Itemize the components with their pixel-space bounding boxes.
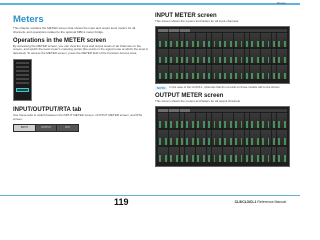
- channel-meter-strip: [245, 49, 250, 63]
- channel-meter-strip: [158, 49, 163, 63]
- channel-meter-strip: [207, 65, 212, 79]
- section-paragraph-tabs: Use these tabs to switch between the INPUT METER screen, OUTPUT METER screen, and RTA screen.: [13, 112, 142, 121]
- manual-title-rest: Reference Manual: [256, 200, 286, 204]
- channel-meter-strip: [234, 147, 239, 162]
- section-paragraph-meter-screen: By accessing the METER screen, you can view the input and output levels of all channels on the screen, and switch the level meter's metering points (the points in the signal route at which the level is detected). To access the METER screen, press the METER field of the Function Access Area.: [13, 43, 148, 56]
- channel-meter-strip: [223, 130, 228, 145]
- function-access-area-screenshot: [13, 59, 32, 101]
- channel-meter-strip: [169, 65, 174, 79]
- note-box: [155, 86, 290, 90]
- channel-meter-strip: [174, 33, 179, 47]
- right-column: [155, 10, 290, 169]
- channel-meter-strip: [180, 33, 185, 47]
- intro-paragraph: This chapter explains the METER screen that shows the input and output level meters for all channels, and operations related to the optional MBCL meter bridge.: [13, 26, 136, 34]
- meter-row: [158, 65, 287, 79]
- channel-meter-strip: [196, 33, 201, 47]
- channel-meter-strip: [234, 113, 239, 128]
- channel-meter-strip: [163, 65, 168, 79]
- channel-meter-strip: [282, 49, 287, 63]
- channel-meter-strip: [272, 33, 277, 47]
- note-text: In the case of the CL3/CL1, channels that do not exist on those models will not be shown.: [169, 84, 281, 89]
- channel-meter-strip: [196, 147, 201, 162]
- channel-meter-strip: [201, 147, 206, 162]
- channel-meter-strip: [228, 33, 233, 47]
- channel-meter-strip: [207, 49, 212, 63]
- channel-meter-strip: [169, 33, 174, 47]
- meter-row: [158, 147, 287, 162]
- channel-meter-strip: [207, 33, 212, 47]
- channel-meter-strip: [158, 113, 163, 128]
- screen-topbar: [158, 109, 287, 112]
- channel-meter-strip: [228, 130, 233, 145]
- channel-meter-strip: [272, 65, 277, 79]
- channel-meter-strip: [174, 49, 179, 63]
- channel-meter-strip: [174, 65, 179, 79]
- meter-row: [158, 130, 287, 145]
- channel-meter-strip: [217, 147, 222, 162]
- channel-meter-strip: [212, 65, 217, 79]
- channel-meter-strip: [212, 147, 217, 162]
- channel-meter-strip: [223, 49, 228, 63]
- channel-meter-strip: [207, 113, 212, 128]
- channel-meter-strip: [250, 113, 255, 128]
- channel-meter-strip: [239, 147, 244, 162]
- channel-meter-strip: [185, 65, 190, 79]
- channel-meter-strip: [223, 147, 228, 162]
- meter-row: [158, 49, 287, 63]
- channel-meter-strip: [158, 65, 163, 79]
- section-heading-tabs: INPUT/OUTPUT/RTA tab: [13, 106, 82, 113]
- channel-meter-strip: [277, 49, 282, 63]
- channel-meter-strip: [261, 130, 266, 145]
- channel-meter-strip: [272, 130, 277, 145]
- channel-meter-strip: [277, 33, 282, 47]
- channel-meter-strip: [245, 130, 250, 145]
- channel-meter-strip: [266, 113, 271, 128]
- channel-meter-strip: [212, 130, 217, 145]
- channel-meter-strip: [234, 33, 239, 47]
- channel-meter-strip: [169, 113, 174, 128]
- channel-meter-strip: [217, 65, 222, 79]
- channel-meter-strip: [201, 130, 206, 145]
- channel-meter-strip: [223, 113, 228, 128]
- channel-meter-strip: [223, 65, 228, 79]
- section-heading-meter-screen: Operations in the METER screen: [13, 37, 107, 44]
- channel-meter-strip: [190, 113, 195, 128]
- channel-meter-strip: [163, 33, 168, 47]
- channel-meter-strip: [217, 113, 222, 128]
- fa-cell: [16, 62, 29, 64]
- channel-meter-strip: [255, 65, 260, 79]
- meter-row: [158, 33, 287, 47]
- channel-meter-strip: [228, 65, 233, 79]
- channel-meter-strip: [272, 147, 277, 162]
- footer-rule: [0, 195, 300, 196]
- channel-meter-strip: [282, 113, 287, 128]
- channel-meter-strip: [239, 130, 244, 145]
- channel-meter-strip: [266, 49, 271, 63]
- channel-meter-strip: [163, 49, 168, 63]
- channel-meter-strip: [158, 130, 163, 145]
- section-paragraph-output-meter: This screen shows the meters and faders for all output channels.: [155, 98, 241, 103]
- channel-meter-strip: [196, 65, 201, 79]
- channel-meter-strip: [180, 49, 185, 63]
- channel-meter-strip: [185, 113, 190, 128]
- channel-meter-strip: [272, 49, 277, 63]
- channel-meter-strip: [272, 113, 277, 128]
- channel-meter-strip: [234, 65, 239, 79]
- channel-meter-strip: [245, 147, 250, 162]
- channel-meter-strip: [250, 33, 255, 47]
- note-label: NOTE: [157, 85, 166, 90]
- channel-meter-strip: [190, 147, 195, 162]
- page-title: Meters: [13, 14, 44, 25]
- channel-meter-strip: [185, 49, 190, 63]
- channel-meter-strip: [190, 130, 195, 145]
- channel-meter-strip: [190, 65, 195, 79]
- channel-meter-strip: [217, 33, 222, 47]
- channel-meter-strip: [163, 130, 168, 145]
- channel-meter-strip: [250, 49, 255, 63]
- fa-cell: [16, 82, 29, 84]
- channel-meter-strip: [255, 147, 260, 162]
- channel-meter-strip: [207, 147, 212, 162]
- channel-meter-strip: [277, 113, 282, 128]
- section-heading-input-meter: INPUT METER screen: [155, 13, 217, 19]
- channel-meter-strip: [180, 65, 185, 79]
- channel-meter-strip: [261, 65, 266, 79]
- channel-meter-strip: [158, 147, 163, 162]
- channel-meter-strip: [190, 33, 195, 47]
- channel-meter-strip: [180, 147, 185, 162]
- meter-field-highlight: [16, 88, 29, 92]
- channel-meter-strip: [185, 147, 190, 162]
- fa-cell: [16, 78, 29, 80]
- channel-meter-strip: [196, 113, 201, 128]
- channel-meter-strip: [163, 113, 168, 128]
- channel-meter-strip: [196, 130, 201, 145]
- channel-meter-strip: [212, 33, 217, 47]
- fa-cell: [16, 66, 29, 68]
- channel-meter-strip: [174, 113, 179, 128]
- channel-meter-strip: [158, 33, 163, 47]
- channel-meter-strip: [201, 33, 206, 47]
- channel-meter-strip: [239, 113, 244, 128]
- meter-row: [158, 113, 287, 128]
- tab-bar-screenshot: [13, 124, 79, 132]
- channel-meter-strip: [212, 113, 217, 128]
- channel-meter-strip: [180, 130, 185, 145]
- channel-meter-strip: [234, 49, 239, 63]
- channel-meter-strip: [255, 130, 260, 145]
- channel-meter-strip: [228, 113, 233, 128]
- channel-meter-strip: [245, 65, 250, 79]
- channel-meter-strip: [261, 113, 266, 128]
- channel-meter-strip: [245, 33, 250, 47]
- left-column: [13, 10, 148, 136]
- screen-topbar: [158, 29, 287, 32]
- tab-output[interactable]: OUTPUT: [36, 125, 57, 131]
- channel-meter-strip: [239, 65, 244, 79]
- channel-meter-strip: [207, 130, 212, 145]
- channel-meter-strip: [266, 33, 271, 47]
- channel-meter-strip: [250, 147, 255, 162]
- channel-meter-strip: [174, 147, 179, 162]
- channel-meter-strip: [282, 65, 287, 79]
- channel-meter-strip: [255, 113, 260, 128]
- channel-meter-strip: [277, 147, 282, 162]
- channel-meter-strip: [217, 49, 222, 63]
- input-meter-screenshot: [155, 26, 290, 84]
- fa-cell: [16, 70, 29, 72]
- channel-meter-strip: [266, 65, 271, 79]
- channel-meter-strip: [234, 130, 239, 145]
- channel-meter-strip: [201, 113, 206, 128]
- channel-meter-strip: [212, 49, 217, 63]
- running-header: Meters: [276, 1, 286, 5]
- channel-meter-strip: [228, 147, 233, 162]
- channel-meter-strip: [277, 65, 282, 79]
- channel-meter-strip: [169, 130, 174, 145]
- channel-meter-strip: [261, 147, 266, 162]
- header-rule: [0, 3, 300, 5]
- output-meter-screenshot: [155, 106, 290, 167]
- channel-meter-strip: [185, 130, 190, 145]
- channel-meter-strip: [261, 33, 266, 47]
- channel-meter-strip: [245, 113, 250, 128]
- channel-meter-strip: [239, 49, 244, 63]
- channel-meter-strip: [228, 49, 233, 63]
- channel-meter-strip: [201, 49, 206, 63]
- channel-meter-strip: [282, 130, 287, 145]
- channel-meter-strip: [201, 65, 206, 79]
- channel-meter-strip: [163, 147, 168, 162]
- channel-meter-strip: [185, 33, 190, 47]
- channel-meter-strip: [282, 147, 287, 162]
- tab-input[interactable]: INPUT: [14, 125, 35, 131]
- channel-meter-strip: [223, 33, 228, 47]
- channel-meter-strip: [250, 130, 255, 145]
- channel-meter-strip: [196, 49, 201, 63]
- section-heading-output-meter: OUTPUT METER screen: [155, 92, 224, 99]
- fa-cell: [16, 74, 29, 76]
- channel-meter-strip: [266, 147, 271, 162]
- channel-meter-strip: [255, 49, 260, 63]
- channel-meter-strip: [250, 65, 255, 79]
- page-number: 119: [114, 197, 129, 207]
- channel-meter-strip: [180, 113, 185, 128]
- channel-meter-strip: [239, 33, 244, 47]
- tab-rta[interactable]: RTA: [57, 125, 78, 131]
- channel-meter-strip: [261, 49, 266, 63]
- channel-meter-strip: [217, 130, 222, 145]
- channel-meter-strip: [277, 130, 282, 145]
- section-paragraph-input-meter: This screen shows the meters and faders for all input channels.: [155, 19, 240, 23]
- channel-meter-strip: [282, 33, 287, 47]
- manual-title: [235, 200, 286, 204]
- channel-meter-strip: [174, 130, 179, 145]
- channel-meter-strip: [169, 147, 174, 162]
- channel-meter-strip: [169, 49, 174, 63]
- channel-meter-strip: [190, 49, 195, 63]
- manual-title-model: CL5/CL3/CL1: [234, 200, 257, 204]
- channel-meter-strip: [266, 130, 271, 145]
- channel-meter-strip: [255, 33, 260, 47]
